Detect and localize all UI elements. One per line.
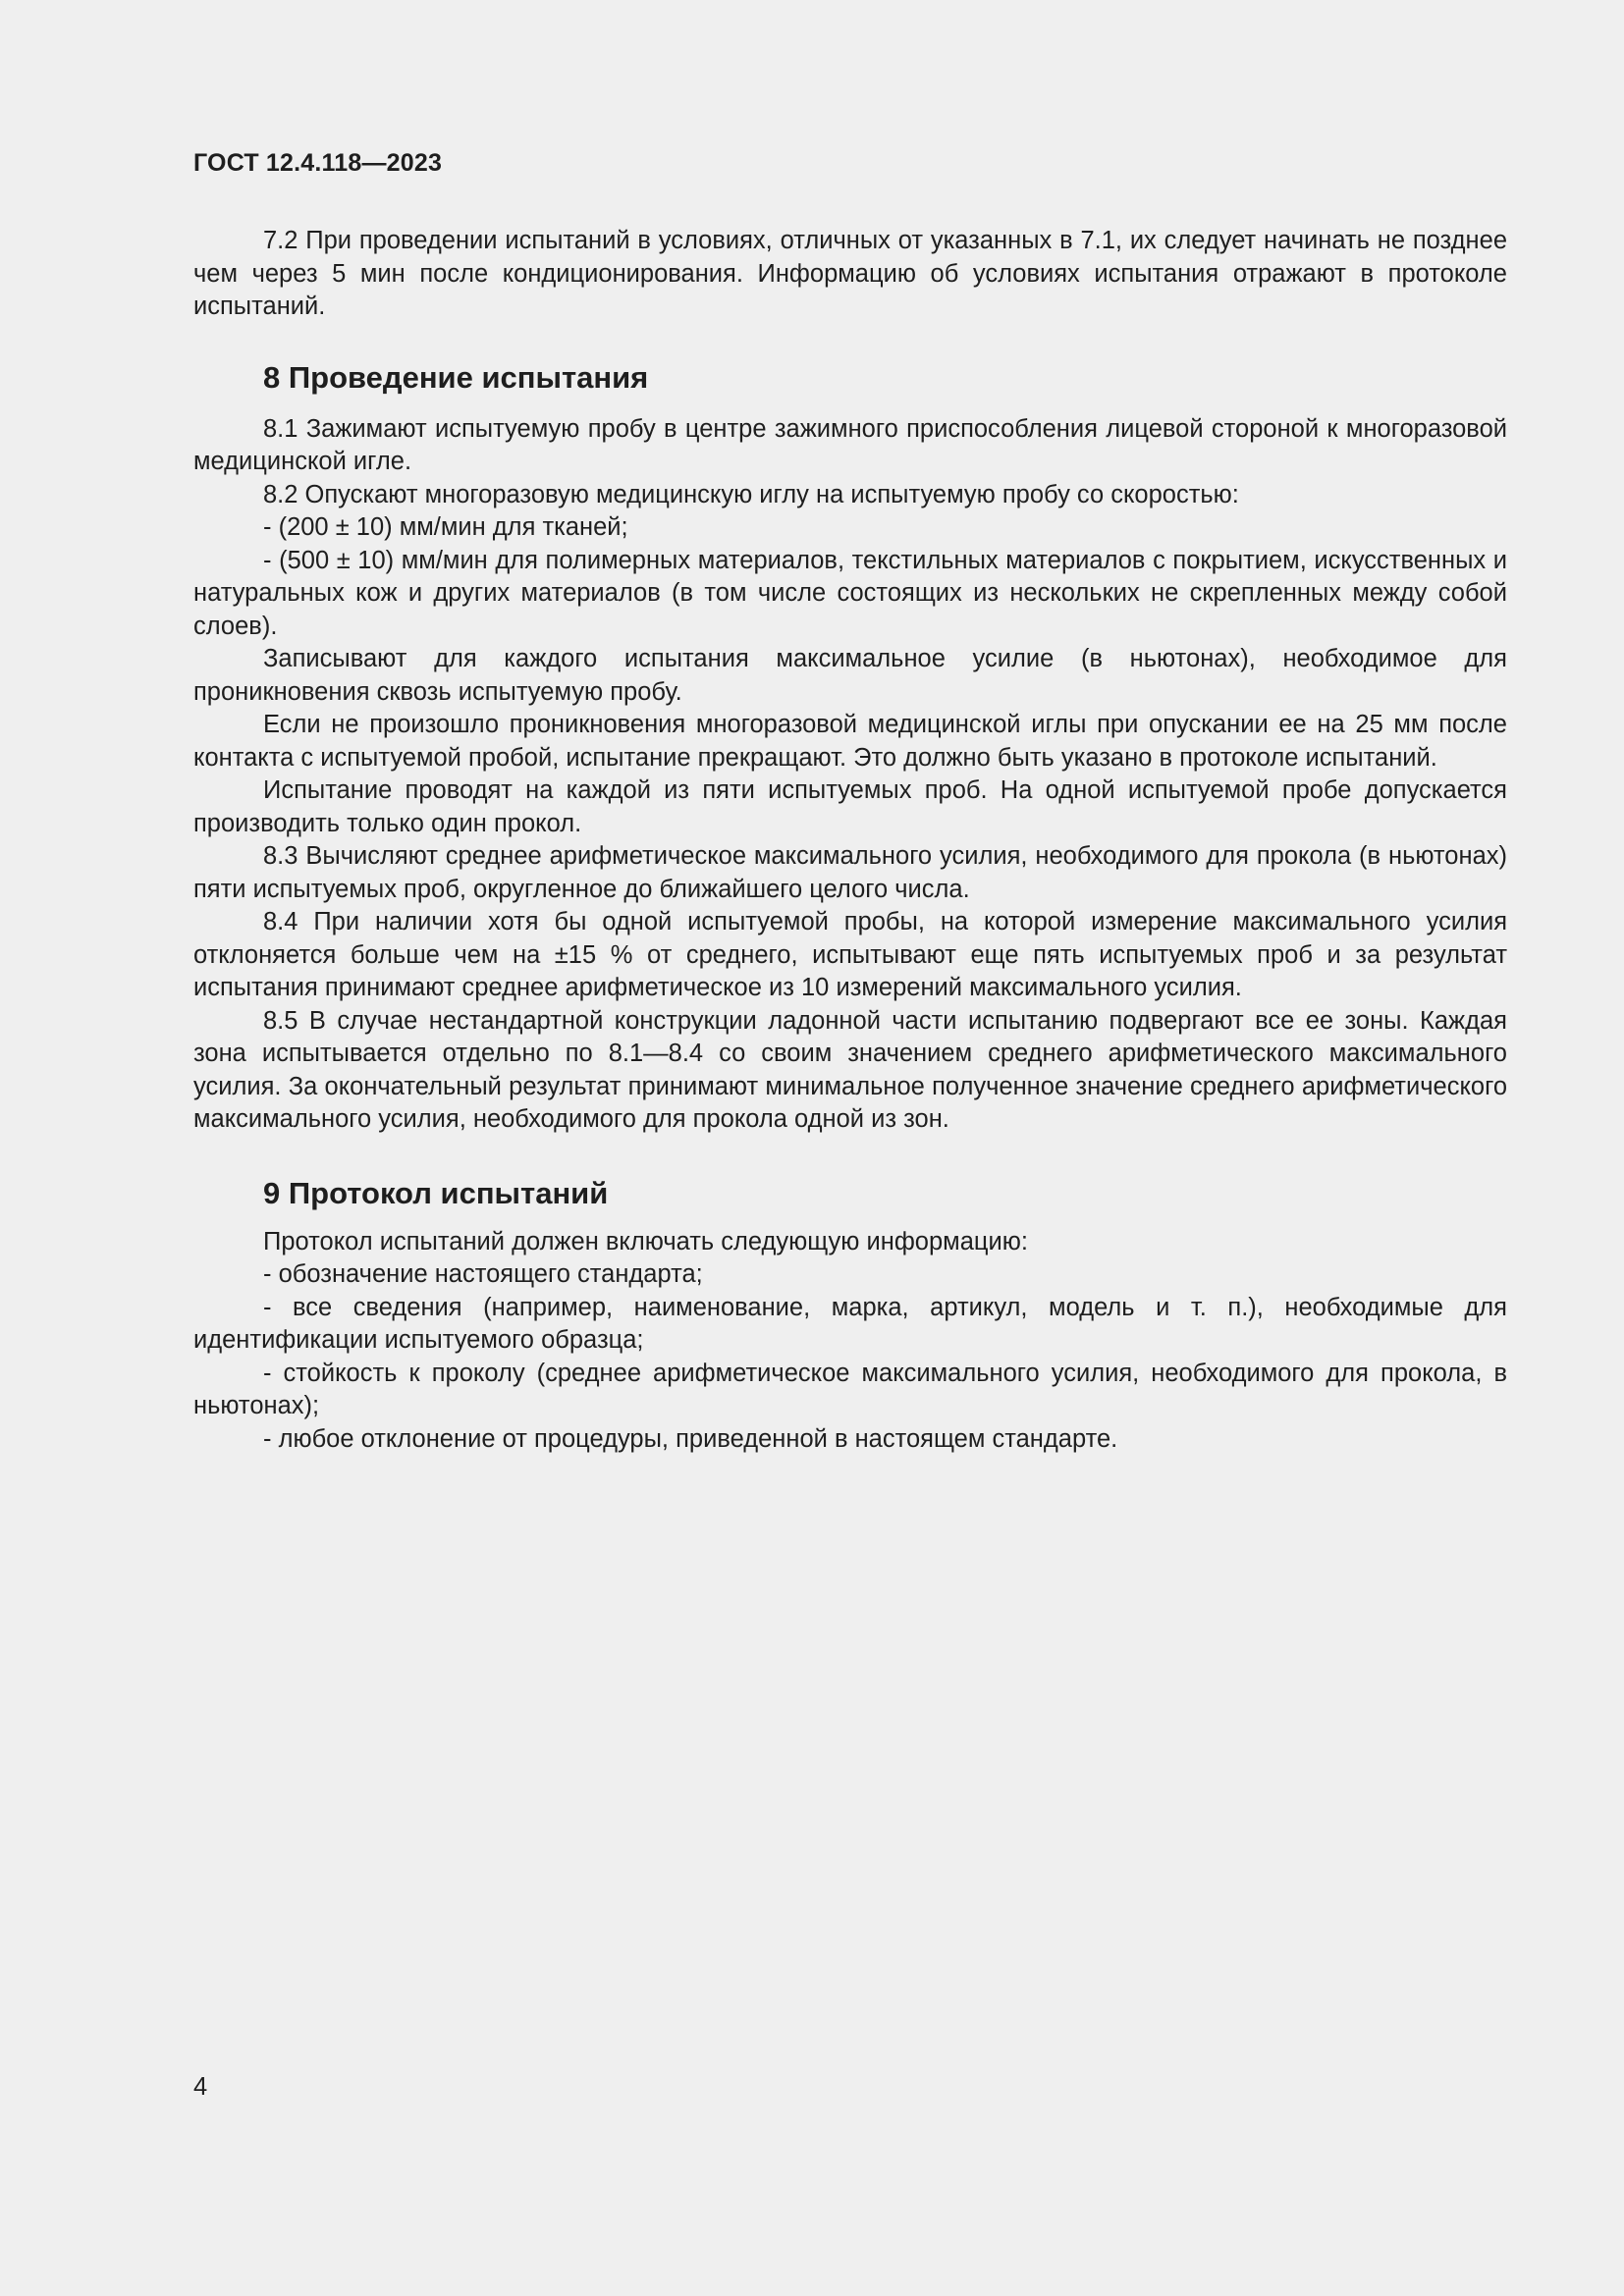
paragraph-8-5: 8.5 В случае нестандартной конструкции ладонной части испытанию подвергают все ее зоны. Каждая зона испытывается отдельно по 8.1—8.4 со своим значением среднего арифметического максимального усилия. За окончательный результат принимают минимальное полученное значение среднего арифметического максимального усилия, необходимого для прокола одной из зон. [193, 1006, 1507, 1133]
list-item-speed-polymers: - (500 ± 10) мм/мин для полимерных материалов, текстильных материалов с покрытием, искусственных и натуральных кож и других материалов (в том числе состоящих из нескольких не скрепленных между собой слоев). [193, 546, 1507, 640]
page-number: 4 [193, 2073, 208, 2101]
paragraph-8-2: 8.2 Опускают многоразовую медицинскую иглу на испытуемую пробу со скоростью: [263, 480, 1239, 508]
paragraph-7-2: 7.2 При проведении испытаний в условиях, отличных от указанных в 7.1, их следует начинать не позднее чем через 5 мин после кондиционирования. Информацию об условиях испытания отражают в протоколе испытаний. [193, 227, 1507, 320]
list-item-speed-fabrics: - (200 ± 10) мм/мин для тканей; [263, 513, 628, 541]
document-code-header: ГОСТ 12.4.118—2023 [193, 149, 443, 177]
document-body [193, 225, 1507, 1456]
paragraph-8-3: 8.3 Вычисляют среднее арифметическое максимального усилия, необходимого для прокола (в ньютонах) пяти испытуемых проб, округленное до ближайшего целого числа. [193, 842, 1507, 903]
section-8-title: 8 Проведение испытания [263, 359, 649, 395]
paragraph-five-samples: Испытание проводят на каждой из пяти испытуемых проб. На одной испытуемой пробе допускается производить только один прокол. [193, 776, 1507, 837]
section-9-title: 9 Протокол испытаний [263, 1175, 609, 1210]
paragraph-8-4: 8.4 При наличии хотя бы одной испытуемой пробы, на которой измерение максимального усилия отклоняется больше чем на ±15 % от среднего, испытывают еще пять испытуемых проб и за результат испытания принимают среднее арифметическое из 10 измерений максимального усилия. [193, 908, 1507, 1001]
paragraph-no-penetration: Если не произошло проникновения многоразовой медицинской иглы при опускании ее на 25 мм после контакта с испытуемой пробой, испытание прекращают. Это должно быть указано в протоколе испытаний. [193, 711, 1507, 772]
paragraph-report-intro: Протокол испытаний должен включать следующую информацию: [263, 1227, 1028, 1255]
list-item-standard-designation: - обозначение настоящего стандарта; [263, 1260, 703, 1288]
list-item-procedure-deviation: - любое отклонение от процедуры, приведенной в настоящем стандарте. [263, 1424, 1118, 1453]
paragraph-record-force: Записывают для каждого испытания максимальное усилие (в ньютонах), необходимое для проникновения сквозь испытуемую пробу. [193, 645, 1507, 706]
list-item-sample-identification: - все сведения (например, наименование, марка, артикул, модель и т. п.), необходимые для идентификации испытуемого образца; [193, 1293, 1507, 1354]
list-item-puncture-resistance: - стойкость к проколу (среднее арифметическое максимального усилия, необходимого для прокола, в ньютонах); [193, 1359, 1507, 1419]
paragraph-8-1: 8.1 Зажимают испытуемую пробу в центре зажимного приспособления лицевой стороной к многоразовой медицинской игле. [193, 414, 1507, 475]
